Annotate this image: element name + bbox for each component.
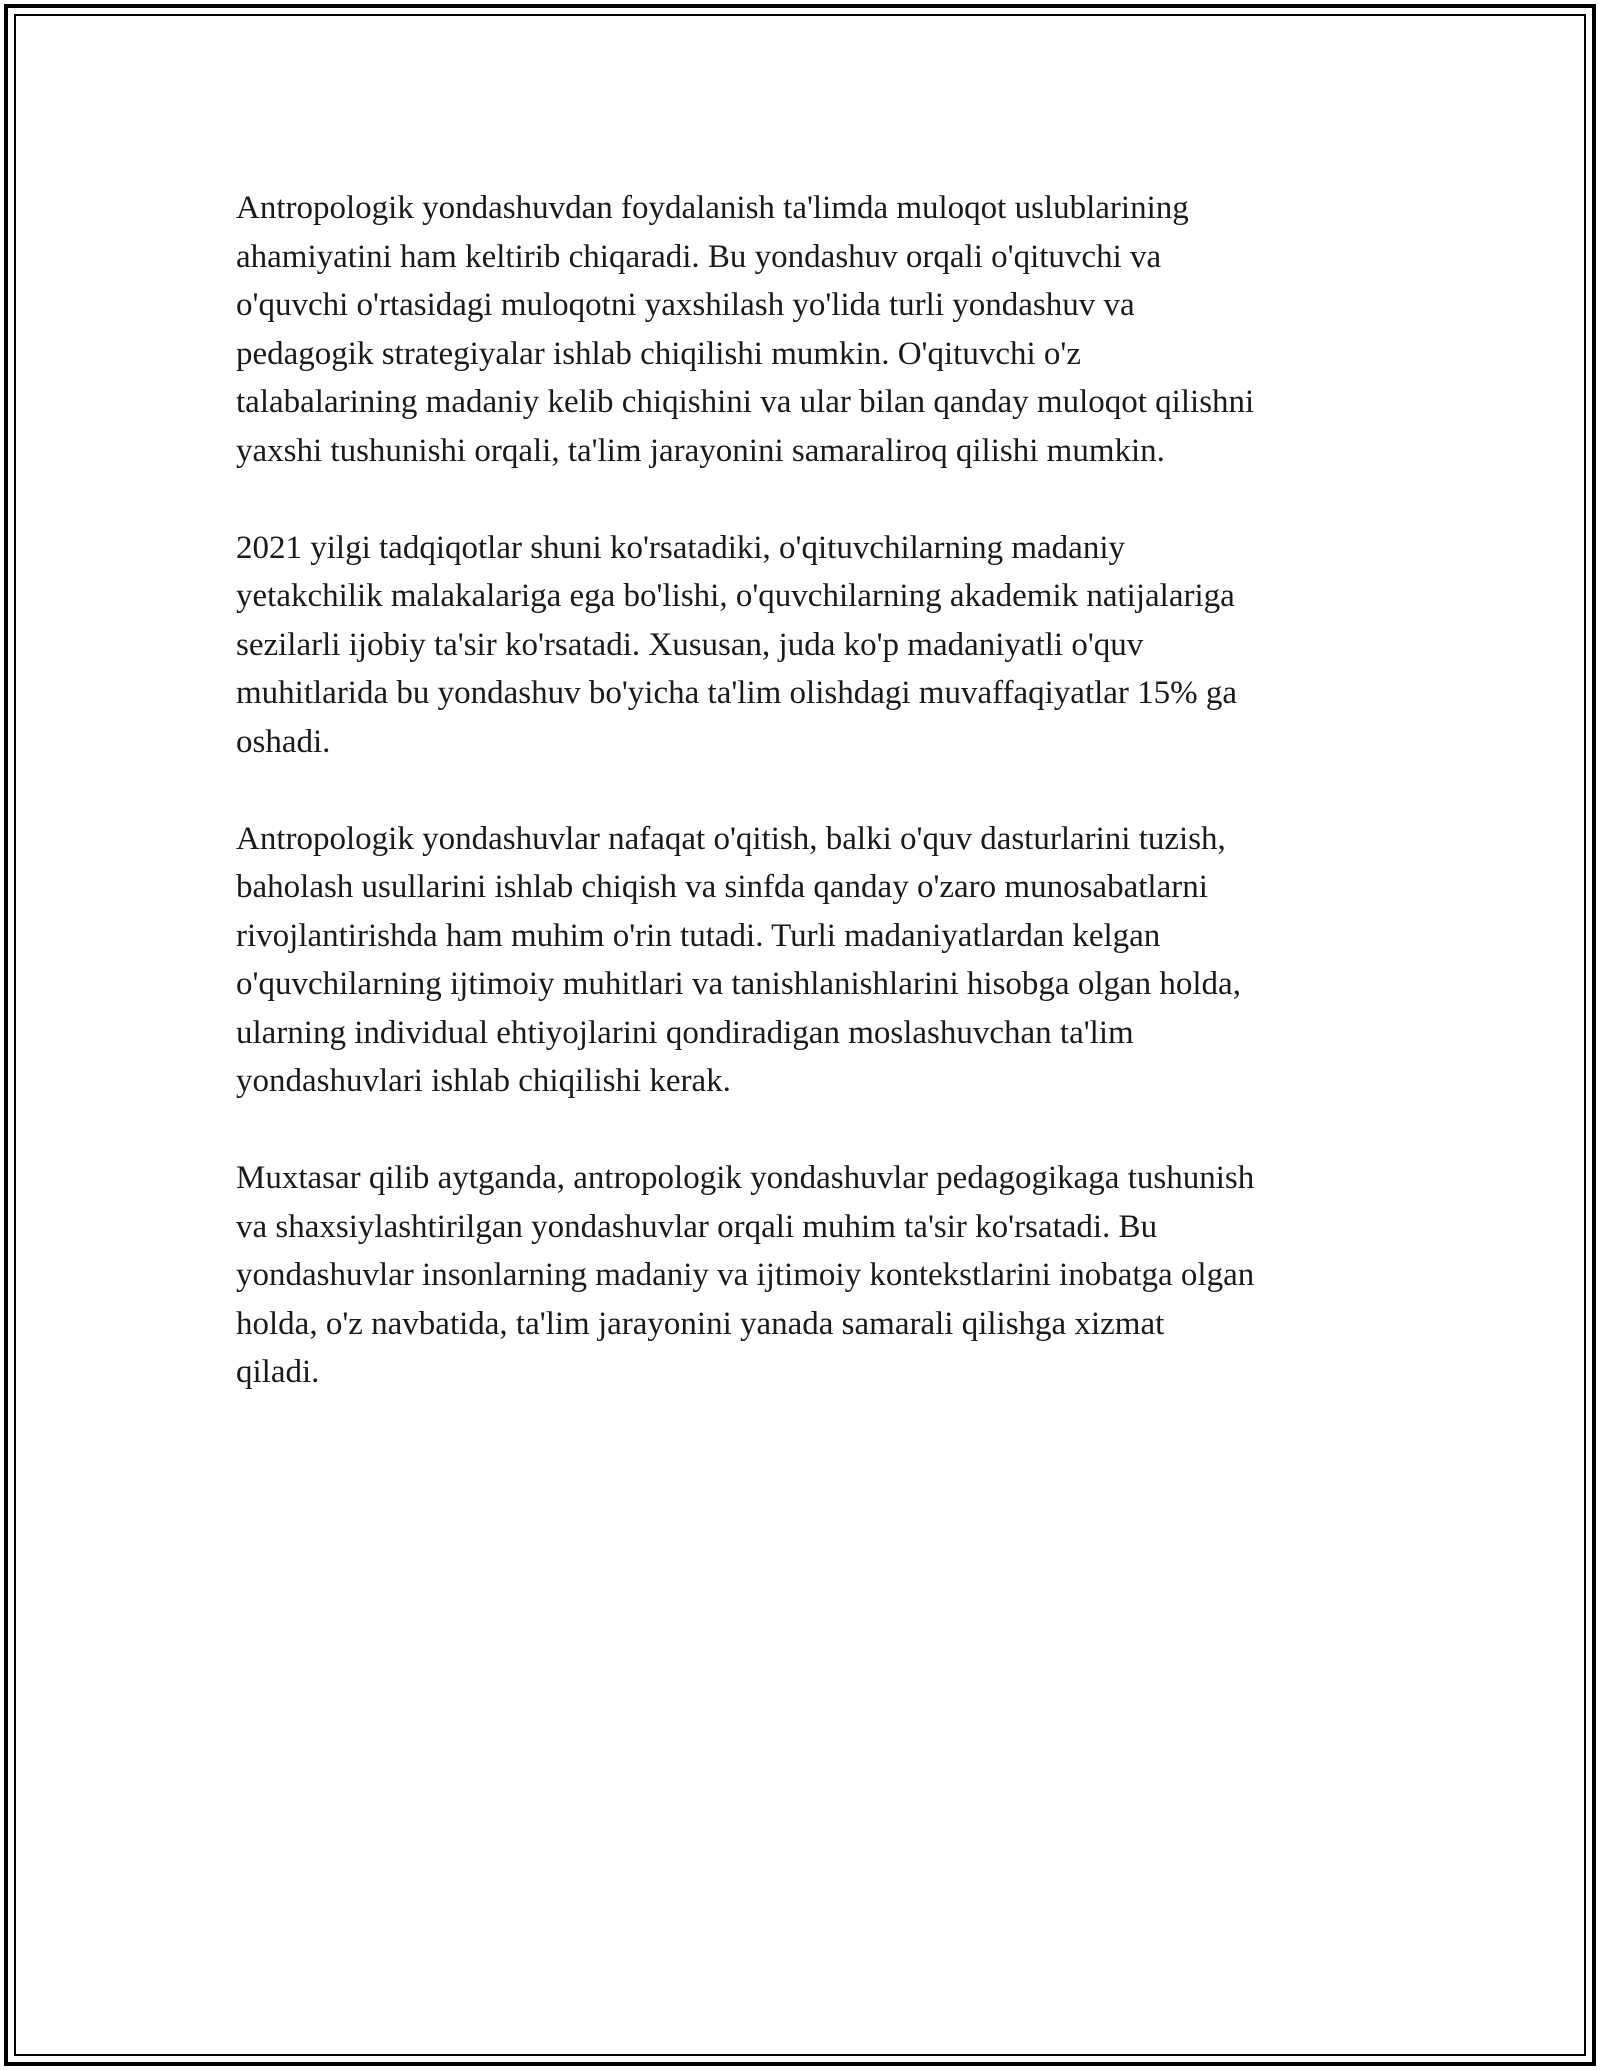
text-line: qiladi.	[236, 1354, 320, 1390]
text-line: Muxtasar qilib aytganda, antropologik yondashuvlar pedagogikaga tushunish	[236, 1160, 1255, 1196]
paragraph-1	[236, 184, 1386, 475]
text-line: yaxshi tushunishi orqali, ta'lim jarayonini samaraliroq qilishi mumkin.	[236, 432, 1165, 469]
text-line: Antropologik yondashuvlar nafaqat o'qitish, balki o'quv dasturlarini tuzish,	[236, 820, 1226, 857]
document-body	[236, 184, 1386, 1445]
text-line: pedagogik strategiyalar ishlab chiqilishi mumkin. O'qituvchi o'z	[236, 335, 1081, 372]
text-line: sezilarli ijobiy ta'sir ko'rsatadi. Xususan, juda ko'p madaniyatli o'quv	[236, 626, 1144, 663]
text-line: yondashuvlar insonlarning madaniy va ijtimoiy kontekstlarini inobatga olgan	[236, 1257, 1255, 1293]
text-line: yetakchilik malakalariga ega bo'lishi, o'quvchilarning akademik natijalariga	[236, 578, 1235, 614]
text-line: 2021 yilgi tadqiqotlar shuni ko'rsatadiki, o'qituvchilarning madaniy	[236, 529, 1126, 566]
text-line: oshadi.	[236, 723, 331, 760]
text-line: rivojlantirishda ham muhim o'rin tutadi. Turli madaniyatlardan kelgan	[236, 917, 1161, 954]
text-line: Antropologik yondashuvdan foydalanish ta'limda muloqot uslublarining	[236, 190, 1189, 226]
paragraph-2	[236, 524, 1386, 767]
text-line: yondashuvlari ishlab chiqilishi kerak.	[236, 1063, 731, 1099]
text-line: va shaxsiylashtirilgan yondashuvlar orqali muhim ta'sir ko'rsatadi. Bu	[236, 1208, 1158, 1245]
text-line: holda, o'z navbatida, ta'lim jarayonini yanada samarali qilishga xizmat	[236, 1305, 1165, 1342]
text-line: ahamiyatini ham keltirib chiqaradi. Bu yondashuv orqali o'qituvchi va	[236, 238, 1162, 275]
text-line: muhitlarida bu yondashuv bo'yicha ta'lim olishdagi muvaffaqiyatlar 15% ga	[236, 675, 1238, 711]
text-line: baholash usullarini ishlab chiqish va sinfda qanday o'zaro munosabatlarni	[236, 869, 1208, 905]
text-line: o'quvchi o'rtasidagi muloqotni yaxshilash yo'lida turli yondashuv va	[236, 287, 1135, 323]
text-line: ularning individual ehtiyojlarini qondiradigan moslashuvchan ta'lim	[236, 1014, 1134, 1051]
text-line: o'quvchilarning ijtimoiy muhitlari va tanishlanishlarini hisobga olgan holda,	[236, 966, 1241, 1002]
paragraph-3	[236, 815, 1386, 1106]
paragraph-4	[236, 1154, 1386, 1397]
text-line: talabalarining madaniy kelib chiqishini va ular bilan qanday muloqot qilishni	[236, 384, 1255, 420]
